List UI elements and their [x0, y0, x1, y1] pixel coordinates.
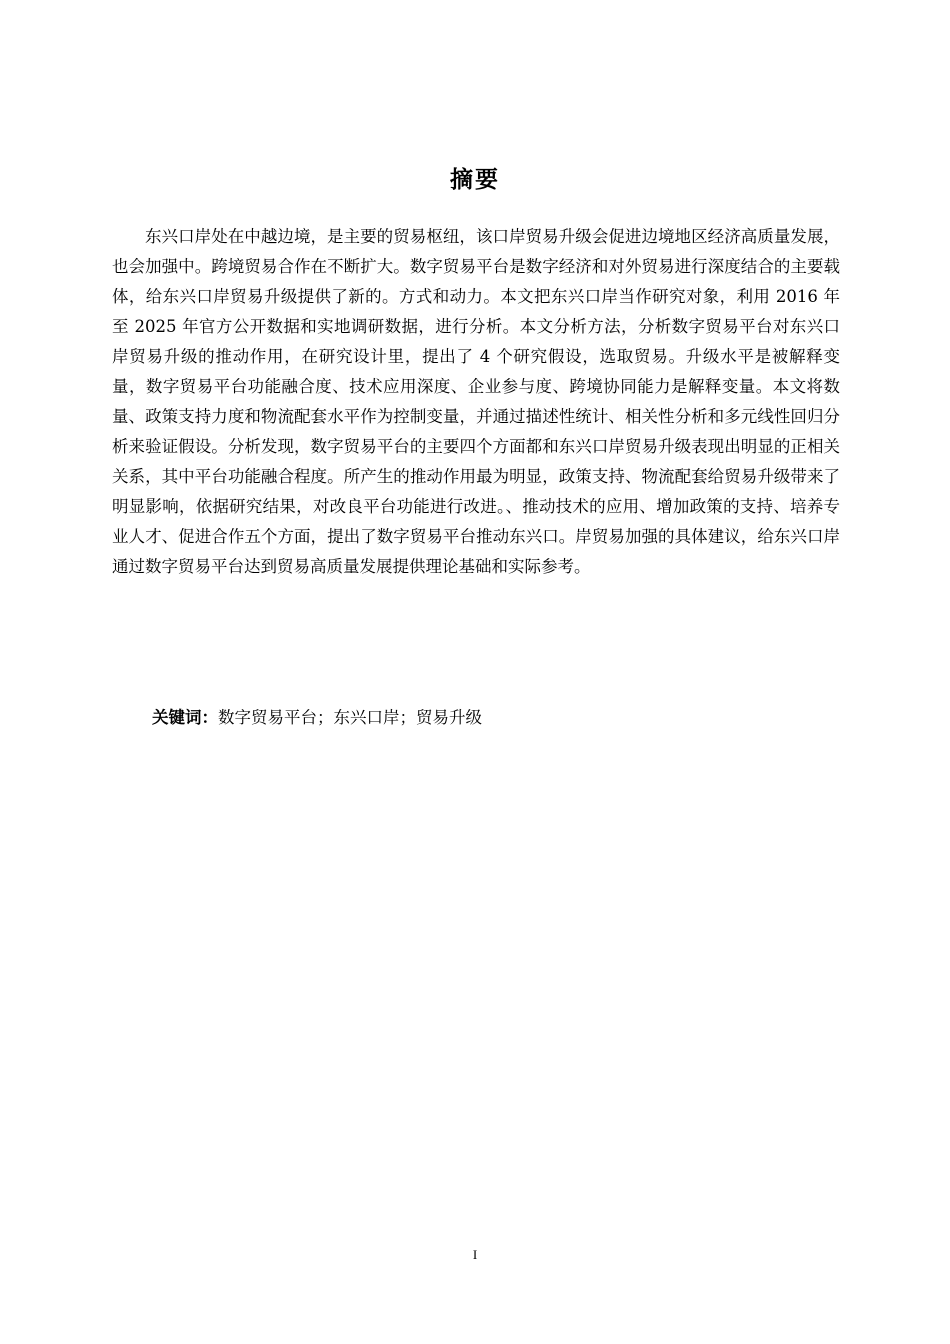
- abstract-body: 东兴口岸处在中越边境，是主要的贸易枢纽，该口岸贸易升级会促进边境地区经济高质量发展，也会加强中。跨境贸易合作在不断扩大。数字贸易平台是数字经济和对外贸易进行深度结合的主要载体，给东兴口岸贸易升级提供了新的。方式和动力。本文把东兴口岸当作研究对象，利用 2016 年至 2025 年官方公开数据和实地调研数据，进行分析。本文分析方法，分析数字贸易平台对东兴口岸贸易升级的推动作用，在研究设计里，提出了 4 个研究假设，选取贸易。升级水平是被解释变量，数字贸易平台功能融合度、技术应用深度、企业参与度、跨境协同能力是解释变量。本文将数量、政策支持力度和物流配套水平作为控制变量，并通过描述性统计、相关性分析和多元线性回归分析来验证假设。分析发现，数字贸易平台的主要四个方面都和东兴口岸贸易升级表现出明显的正相关关系，其中平台功能融合程度。所产生的推动作用最为明显，政策支持、物流配套给贸易升级带来了明显影响，依据研究结果，对改良平台功能进行改进。、推动技术的应用、增加政策的支持、培养专业人才、促进合作五个方面，提出了数字贸易平台推动东兴口。岸贸易加强的具体建议，给东兴口岸通过数字贸易平台达到贸易高质量发展提供理论基础和实际参考。: [112, 227, 840, 576]
- keywords-line: [152, 703, 482, 733]
- page-number: I: [472, 1247, 478, 1262]
- keywords-label: 关键词：: [152, 708, 218, 727]
- abstract-title: 摘要: [450, 167, 500, 193]
- keywords-value: 数字贸易平台；东兴口岸；贸易升级: [218, 708, 482, 727]
